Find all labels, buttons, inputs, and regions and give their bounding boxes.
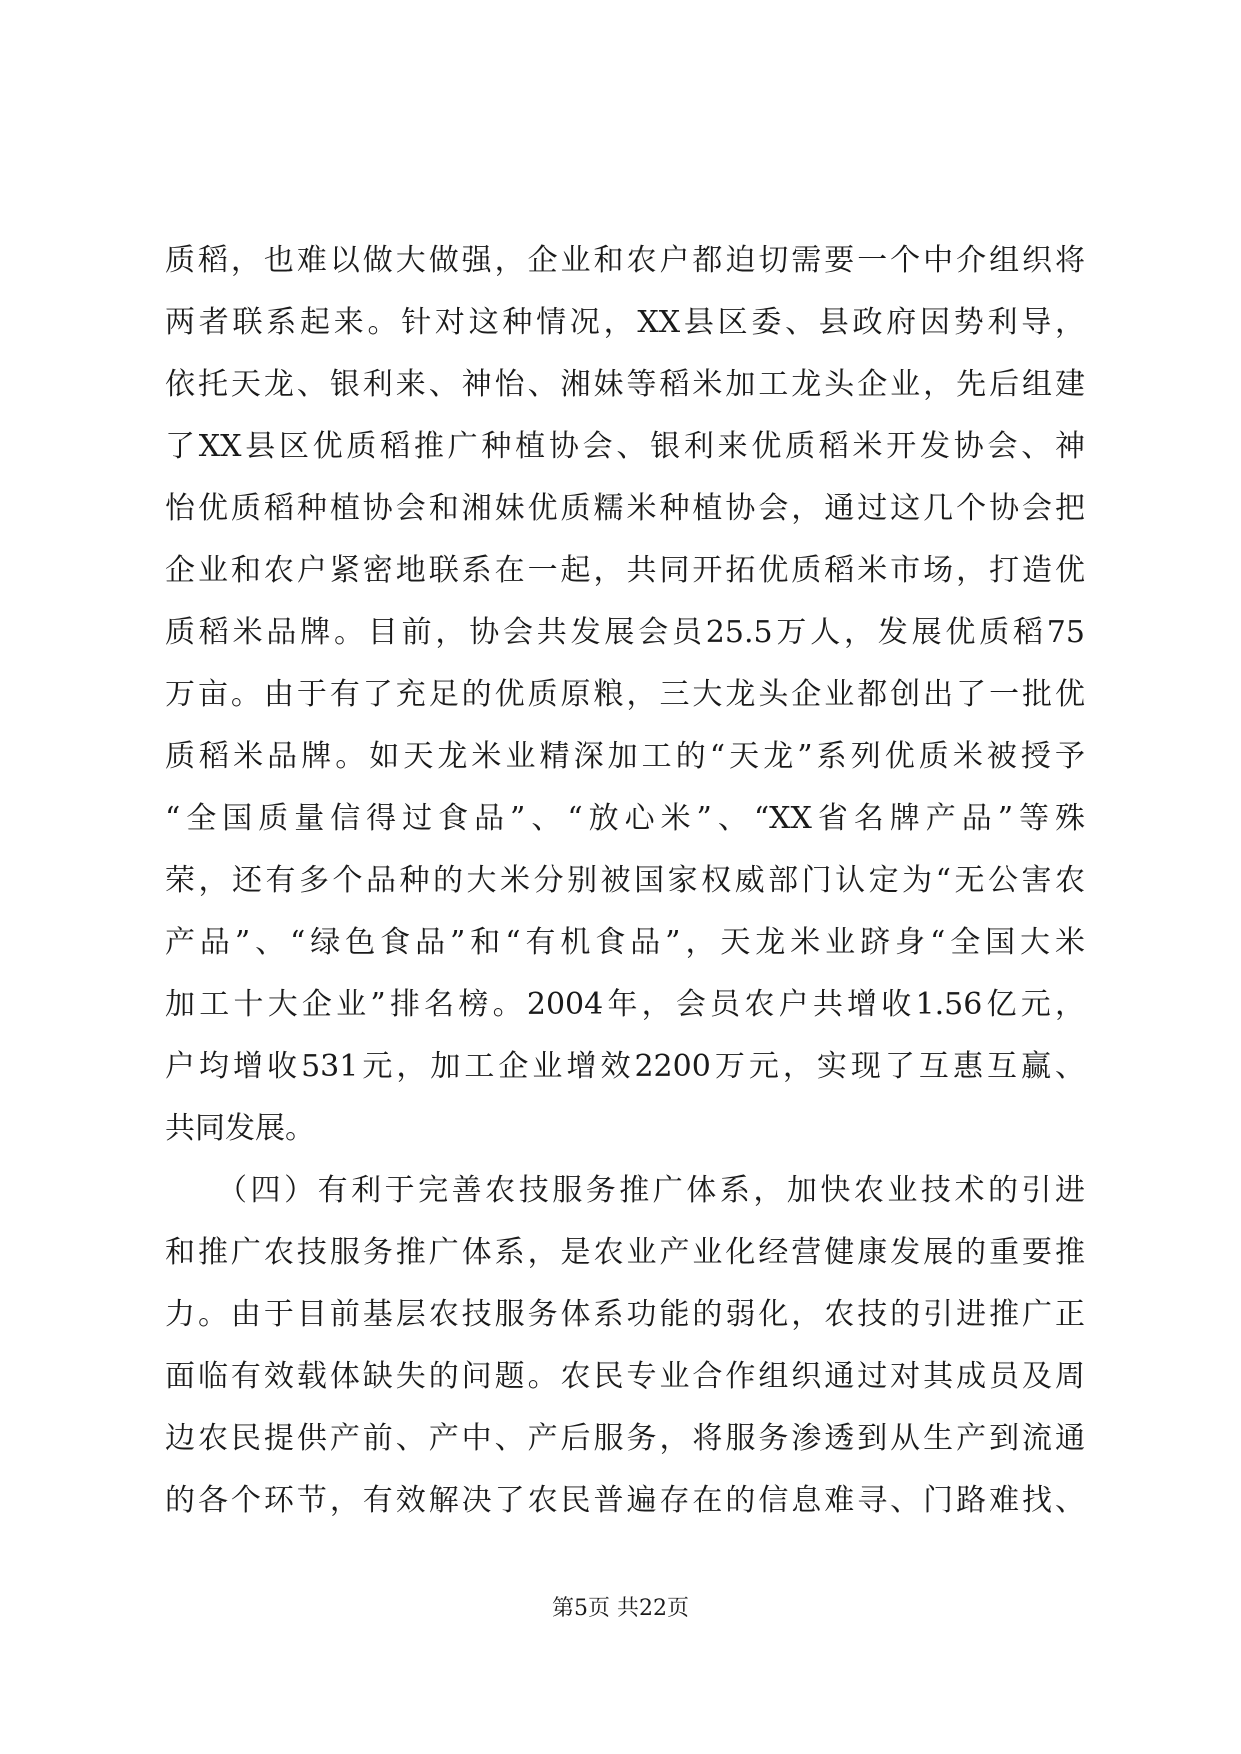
- text-line: 面临有效载体缺失的问题。农民专业合作组织通过对其成员及周: [165, 1359, 1085, 1394]
- text-line: 两者联系起来。针对这种情况，XX县区委、县政府因势利导，: [165, 305, 1085, 340]
- text-line: 依托天龙、银利来、神怡、湘妹等稻米加工龙头企业，先后组建: [165, 367, 1085, 402]
- text-line: 质稻米品牌。如天龙米业精深加工的“天龙”系列优质米被授予: [165, 739, 1085, 774]
- text-line: 企业和农户紧密地联系在一起，共同开拓优质稻米市场，打造优: [165, 553, 1085, 588]
- text-line: 荣，还有多个品种的大米分别被国家权威部门认定为“无公害农: [165, 863, 1085, 898]
- text-line: 怡优质稻种植协会和湘妹优质糯米种植协会，通过这几个协会把: [165, 491, 1085, 526]
- text-line: 边农民提供产前、产中、产后服务，将服务渗透到从生产到流通: [165, 1421, 1085, 1456]
- text-line: 加工十大企业”排名榜。2004年，会员农户共增收1.56亿元，: [165, 987, 1085, 1022]
- text-line: （四）有利于完善农技服务推广体系，加快农业技术的引进: [165, 1173, 1085, 1208]
- text-line: 质稻米品牌。目前，协会共发展会员25.5万人，发展优质稻75: [165, 615, 1085, 650]
- text-line: 产品”、“绿色食品”和“有机食品”，天龙米业跻身“全国大米: [165, 925, 1085, 960]
- text-line: 和推广农技服务推广体系，是农业产业化经营健康发展的重要推: [165, 1235, 1085, 1270]
- text-line: 户均增收531元，加工企业增效2200万元，实现了互惠互赢、: [165, 1049, 1085, 1084]
- text-line: 共同发展。: [165, 1111, 315, 1146]
- text-line: 的各个环节，有效解决了农民普遍存在的信息难寻、门路难找、: [165, 1483, 1085, 1518]
- text-line: 质稻，也难以做大做强，企业和农户都迫切需要一个中介组织将: [165, 243, 1085, 278]
- page-number-footer: 第5页 共22页: [552, 1596, 689, 1621]
- text-line: “全国质量信得过食品”、“放心米”、“XX省名牌产品”等殊: [165, 801, 1085, 836]
- text-line: 了XX县区优质稻推广种植协会、银利来优质稻米开发协会、神: [165, 429, 1085, 464]
- body-text: [165, 230, 1085, 1532]
- text-line: 力。由于目前基层农技服务体系功能的弱化，农技的引进推广正: [165, 1297, 1085, 1332]
- text-line: 万亩。由于有了充足的优质原粮，三大龙头企业都创出了一批优: [165, 677, 1085, 712]
